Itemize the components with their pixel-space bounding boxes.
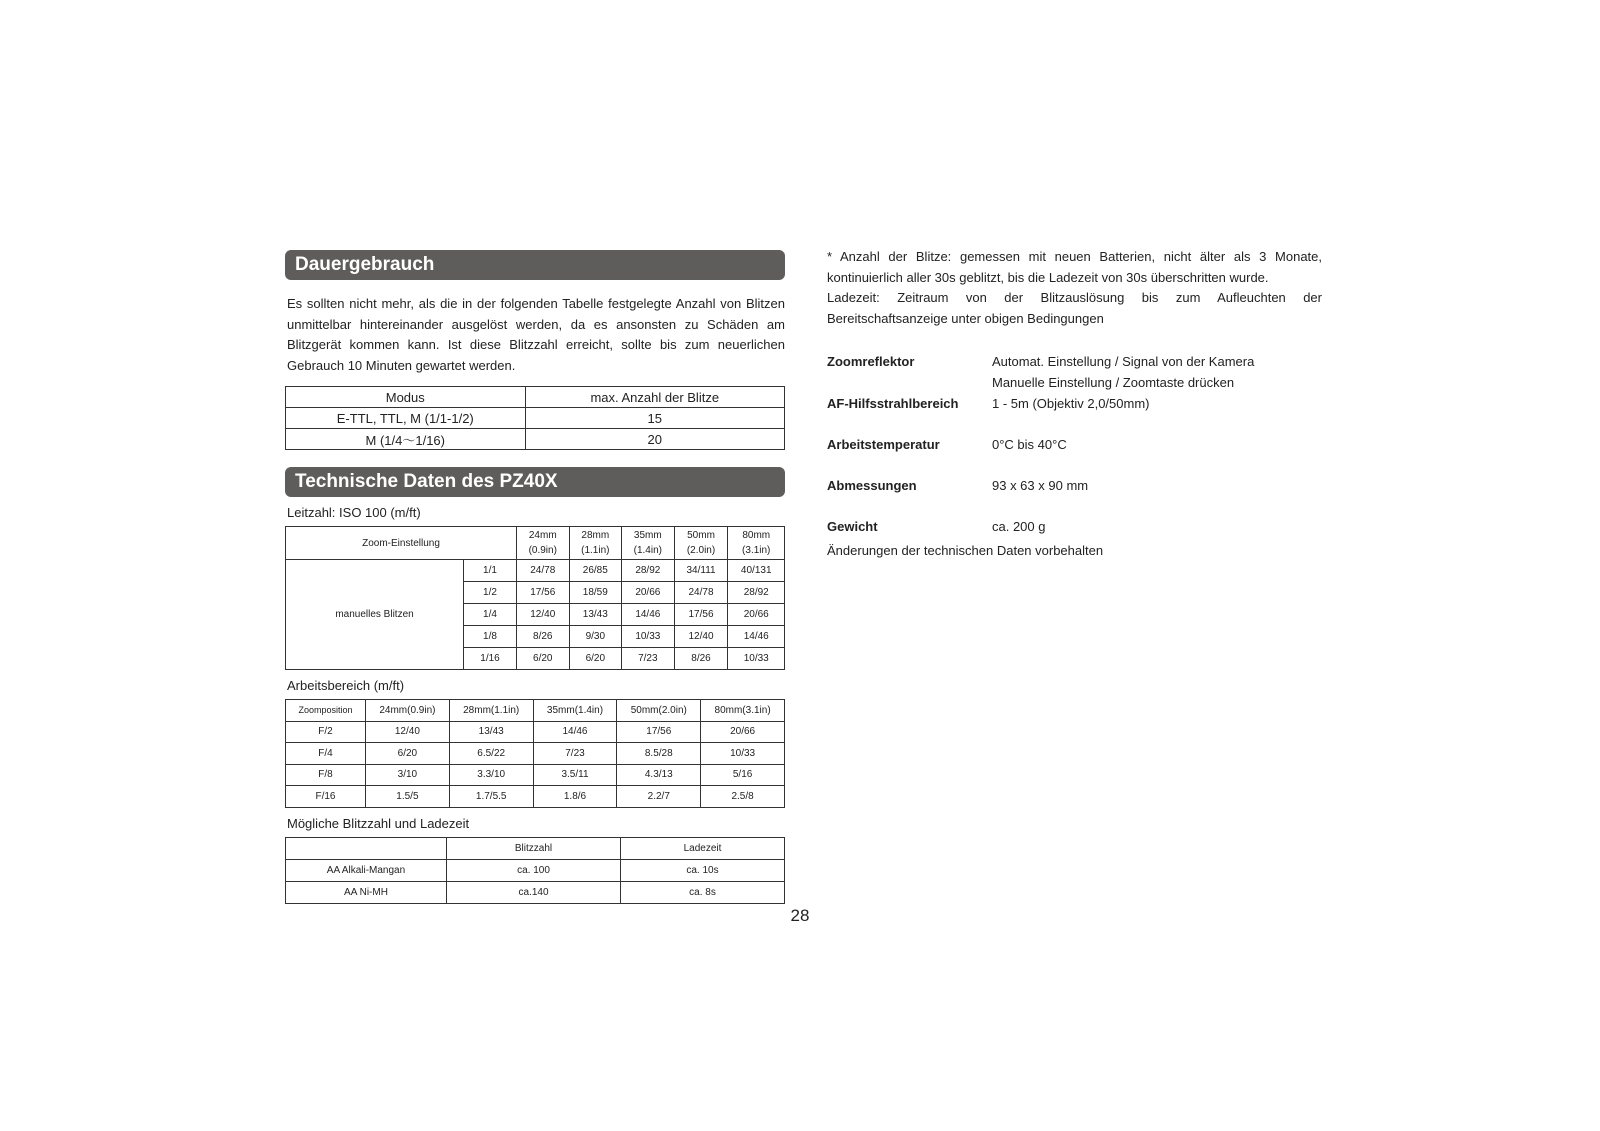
note-ladezeit: Ladezeit: Zeitraum von der Blitzauslösung bis zum Aufleuchten der Bereitschaftsanzeige unter obigen Bedingungen bbox=[827, 290, 1322, 326]
spec-value-line: 0°C bis 40°C bbox=[992, 437, 1067, 452]
table-cell: 3/10 bbox=[366, 764, 450, 786]
blitzzahl-caption: Mögliche Blitzzahl und Ladezeit bbox=[287, 815, 470, 831]
table-row bbox=[286, 408, 785, 429]
blitzzahl-table bbox=[285, 837, 785, 904]
table-header: 35mm(1.4in) bbox=[533, 700, 617, 722]
spec-label: Gewicht bbox=[827, 519, 878, 534]
spec-value bbox=[992, 393, 1150, 414]
dauergebrauch-table bbox=[285, 386, 785, 450]
table-header: Blitzzahl bbox=[447, 837, 621, 859]
table-cell: 10/33 bbox=[701, 743, 785, 765]
zoom-in: (0.9in) bbox=[528, 545, 557, 556]
section-title-technische-daten: Technische Daten des PZ40X bbox=[285, 467, 785, 497]
table-cell: 1/2 bbox=[464, 582, 517, 604]
table-cell: E-TTL, TTL, M (1/1-1/2) bbox=[286, 408, 526, 429]
table-cell: 6/20 bbox=[569, 648, 622, 670]
table-cell: 8.5/28 bbox=[617, 743, 701, 765]
table-cell: 14/46 bbox=[533, 721, 617, 743]
spec-label: Arbeitstemperatur bbox=[827, 437, 940, 452]
table-cell: ca. 10s bbox=[621, 859, 785, 881]
table-cell: 28/92 bbox=[728, 582, 785, 604]
table-header: Zoom-Einstellung bbox=[286, 527, 517, 560]
right-column bbox=[827, 247, 1322, 558]
table-cell: 5/16 bbox=[701, 764, 785, 786]
leitzahl-table bbox=[285, 526, 785, 670]
dauergebrauch-text: Es sollten nicht mehr, als die in der folgenden Tabelle festgelegte Anzahl von Blitzen unmittelbar hintereinander ausgelöst werden, da es ansonsten zu Schäden am Blitzgerät kommen kann. Ist diese Blitzzahl erreicht, sollte bis zum neuerlichen Gebrauch 10 Minuten gewartet werden. bbox=[287, 296, 785, 373]
table-row bbox=[286, 786, 785, 808]
leitzahl-caption: Leitzahl: ISO 100 (m/ft) bbox=[287, 505, 421, 520]
table-cell: 1/1 bbox=[464, 560, 517, 582]
table-cell: 1.8/6 bbox=[533, 786, 617, 808]
table-cell: 12/40 bbox=[674, 626, 728, 648]
table-header: 80mm(3.1in) bbox=[701, 700, 785, 722]
spec-label: Abmessungen bbox=[827, 478, 917, 493]
table-cell: 7/23 bbox=[533, 743, 617, 765]
table-row bbox=[286, 429, 785, 450]
spec-value bbox=[992, 434, 1067, 455]
zoom-in: (2.0in) bbox=[686, 545, 716, 556]
footnote: Änderungen der technischen Daten vorbehalten bbox=[827, 543, 1104, 558]
table-cell: 20/66 bbox=[728, 604, 785, 626]
table-cell: 1/4 bbox=[464, 604, 517, 626]
table-cell: 6.5/22 bbox=[449, 743, 533, 765]
table-header bbox=[569, 527, 622, 560]
zoom-mm: 80mm bbox=[742, 530, 771, 541]
table-cell: 6/20 bbox=[366, 743, 450, 765]
table-cell: 28/92 bbox=[622, 560, 675, 582]
spec-list bbox=[827, 351, 1322, 537]
table-header bbox=[286, 837, 447, 859]
table-cell: 1/8 bbox=[464, 626, 517, 648]
spec-value-line: Automat. Einstellung / Signal von der Kamera bbox=[992, 354, 1255, 369]
table-cell: 24/78 bbox=[517, 560, 570, 582]
table-cell: 13/43 bbox=[449, 721, 533, 743]
table-cell: 24/78 bbox=[674, 582, 728, 604]
spec-row bbox=[827, 434, 1322, 455]
zoom-mm: 28mm bbox=[581, 530, 610, 541]
table-row bbox=[286, 881, 785, 903]
zoom-mm: 24mm bbox=[528, 530, 557, 541]
table-cell: 20/66 bbox=[622, 582, 675, 604]
table-cell: 20 bbox=[525, 429, 784, 450]
zoom-mm: 50mm bbox=[687, 530, 715, 541]
zoom-in: (1.1in) bbox=[581, 545, 610, 556]
table-header: 24mm(0.9in) bbox=[366, 700, 450, 722]
spec-row bbox=[827, 351, 1322, 393]
table-row bbox=[286, 721, 785, 743]
section-title-dauergebrauch: Dauergebrauch bbox=[285, 250, 785, 280]
spec-value bbox=[992, 351, 1254, 393]
table-cell: 10/33 bbox=[728, 648, 785, 670]
spec-row bbox=[827, 393, 1322, 414]
note-anzahl: * Anzahl der Blitze: gemessen mit neuen Batterien, nicht älter als 3 Monate, kontinuierlich aller 30s geblitzt, bis die Ladezeit von 30s überschritten wurde. bbox=[827, 249, 1322, 285]
spec-value-line: 93 x 63 x 90 mm bbox=[992, 478, 1089, 493]
table-cell: 6/20 bbox=[517, 648, 570, 670]
table-cell: F/16 bbox=[286, 786, 366, 808]
table-cell: 14/46 bbox=[728, 626, 785, 648]
spec-value-line: ca. 200 g bbox=[992, 519, 1046, 534]
spec-value bbox=[992, 516, 1046, 537]
table-header: max. Anzahl der Blitze bbox=[525, 387, 784, 408]
table-cell: F/2 bbox=[286, 721, 366, 743]
table-cell: 15 bbox=[525, 408, 784, 429]
table-cell: 3.5/11 bbox=[533, 764, 617, 786]
row-group-label: manuelles Blitzen bbox=[286, 560, 464, 670]
zoom-mm: 35mm bbox=[633, 530, 662, 541]
spec-label: Zoomreflektor bbox=[827, 354, 915, 369]
table-cell: 10/33 bbox=[622, 626, 675, 648]
table-row bbox=[286, 859, 785, 881]
spec-value bbox=[992, 475, 1088, 496]
table-cell: 7/23 bbox=[622, 648, 675, 670]
table-cell: 14/46 bbox=[622, 604, 675, 626]
table-cell: 12/40 bbox=[366, 721, 450, 743]
table-cell: F/4 bbox=[286, 743, 366, 765]
table-cell: 3.3/10 bbox=[449, 764, 533, 786]
table-cell: M (1/4〜1/16) bbox=[286, 429, 526, 450]
table-cell: 1/16 bbox=[464, 648, 517, 670]
arbeitsbereich-table bbox=[285, 699, 785, 808]
table-cell: 17/56 bbox=[674, 604, 728, 626]
spec-value-line: Manuelle Einstellung / Zoomtaste drücken bbox=[992, 375, 1235, 390]
table-cell: 8/26 bbox=[517, 626, 570, 648]
table-cell: 18/59 bbox=[569, 582, 622, 604]
table-header: Ladezeit bbox=[621, 837, 785, 859]
table-header: Modus bbox=[286, 387, 526, 408]
zoom-in: (3.1in) bbox=[742, 545, 771, 556]
spec-row bbox=[827, 516, 1322, 537]
table-cell: 2.5/8 bbox=[701, 786, 785, 808]
table-cell: 1.5/5 bbox=[366, 786, 450, 808]
table-row bbox=[286, 560, 785, 582]
arbeitsbereich-caption: Arbeitsbereich (m/ft) bbox=[287, 678, 405, 693]
table-header bbox=[622, 527, 675, 560]
table-cell: 34/111 bbox=[674, 560, 728, 582]
table-header: Zoomposition bbox=[286, 700, 366, 722]
table-cell: ca. 8s bbox=[621, 881, 785, 903]
spec-label: AF-Hilfsstrahlbereich bbox=[827, 396, 959, 411]
spec-value-line: 1 - 5m (Objektiv 2,0/50mm) bbox=[992, 396, 1150, 411]
table-cell: AA Ni-MH bbox=[286, 881, 447, 903]
table-cell: 26/85 bbox=[569, 560, 622, 582]
table-header bbox=[728, 527, 785, 560]
table-cell: 4.3/13 bbox=[617, 764, 701, 786]
table-cell: F/8 bbox=[286, 764, 366, 786]
table-cell: ca. 100 bbox=[447, 859, 621, 881]
table-cell: 12/40 bbox=[517, 604, 570, 626]
table-cell: 2.2/7 bbox=[617, 786, 701, 808]
table-header bbox=[674, 527, 728, 560]
table-cell: 8/26 bbox=[674, 648, 728, 670]
table-cell: 17/56 bbox=[517, 582, 570, 604]
table-header bbox=[517, 527, 570, 560]
table-cell: ca.140 bbox=[447, 881, 621, 903]
table-cell: 9/30 bbox=[569, 626, 622, 648]
spec-row bbox=[827, 475, 1322, 496]
table-cell: 17/56 bbox=[617, 721, 701, 743]
table-header: 50mm(2.0in) bbox=[617, 700, 701, 722]
table-cell: 1.7/5.5 bbox=[449, 786, 533, 808]
page-number: 28 bbox=[790, 906, 810, 925]
table-cell: 13/43 bbox=[569, 604, 622, 626]
table-row bbox=[286, 764, 785, 786]
left-column bbox=[285, 250, 785, 904]
table-cell: 40/131 bbox=[728, 560, 785, 582]
table-row bbox=[286, 743, 785, 765]
zoom-in: (1.4in) bbox=[633, 545, 662, 556]
table-header: 28mm(1.1in) bbox=[449, 700, 533, 722]
table-cell: AA Alkali-Mangan bbox=[286, 859, 447, 881]
table-cell: 20/66 bbox=[701, 721, 785, 743]
